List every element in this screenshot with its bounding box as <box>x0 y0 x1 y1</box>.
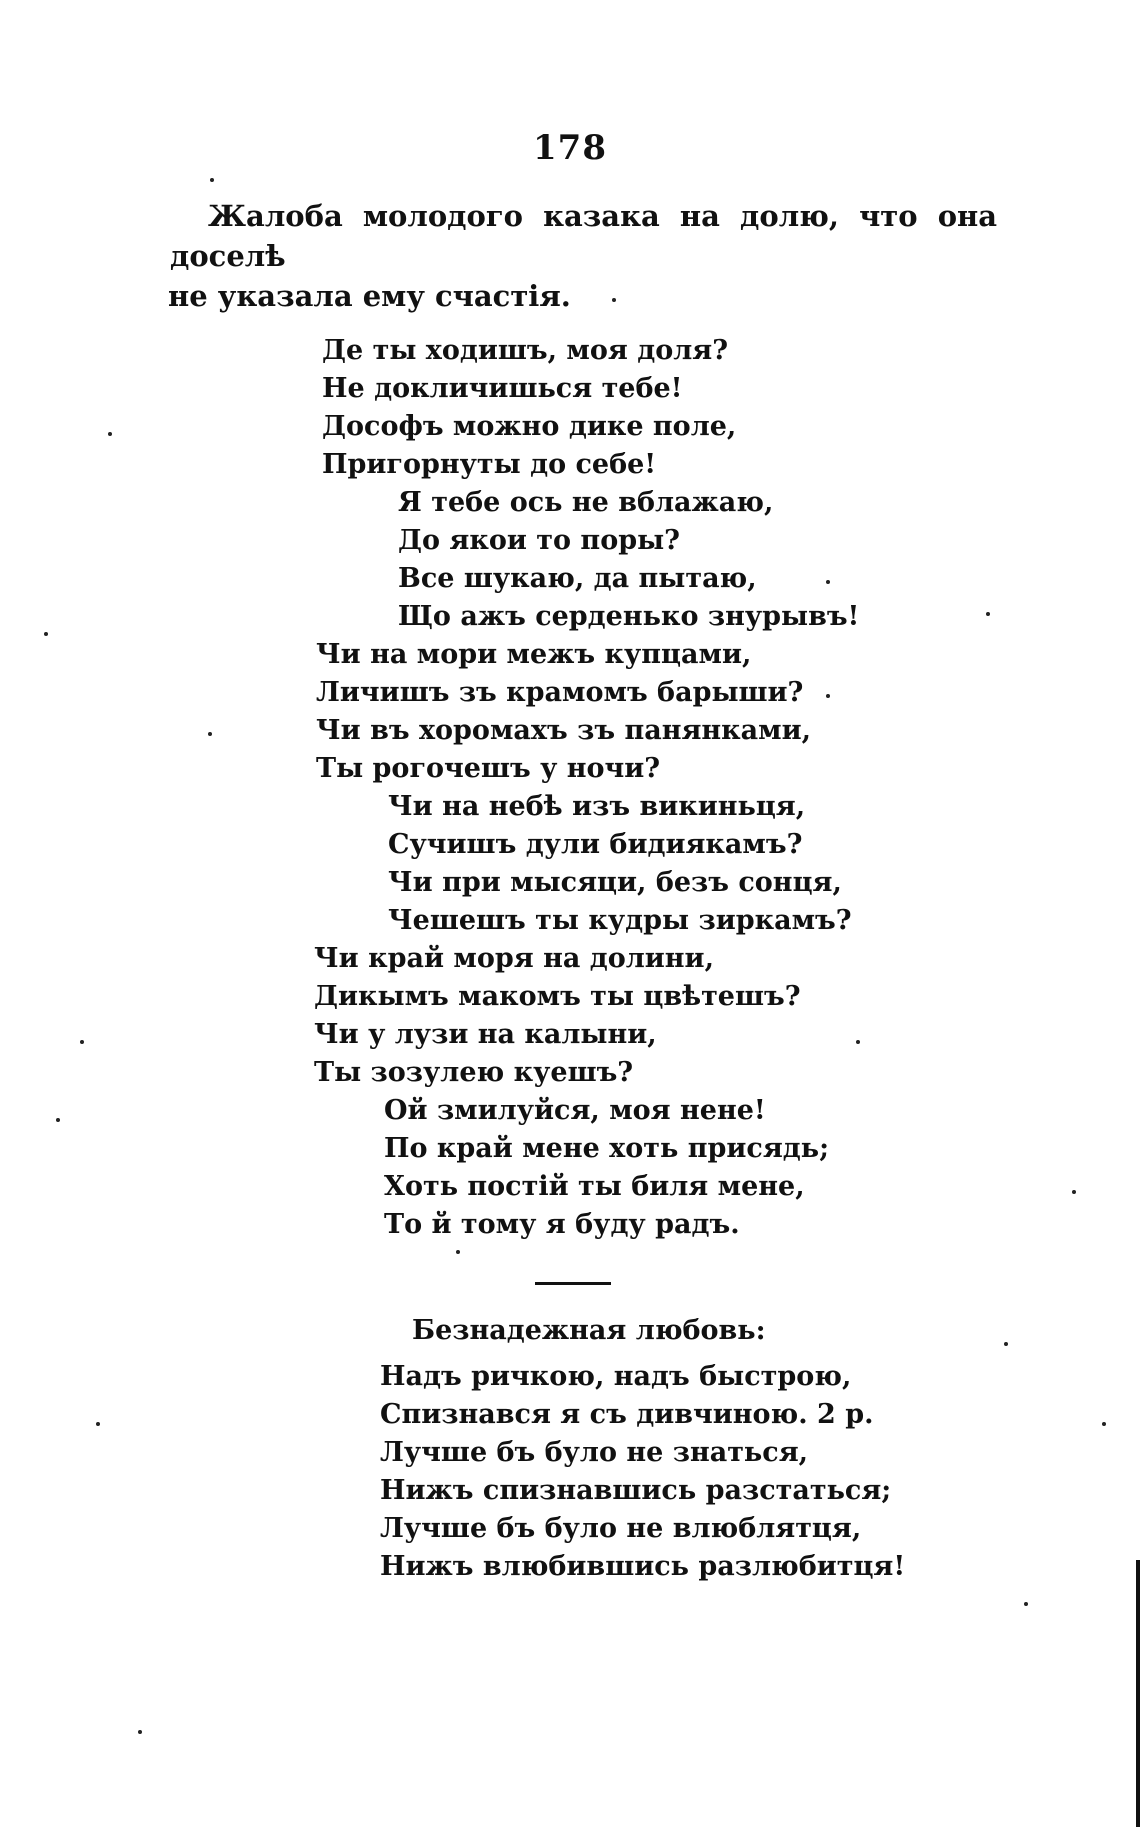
poem-line: Сучишъ дули бидиякамъ? <box>388 829 803 860</box>
song-line: Нижъ влюбившись разлюбитця! <box>380 1551 906 1582</box>
scan-speck <box>80 1040 84 1044</box>
song-line: Лучше бъ було не знаться, <box>380 1437 809 1468</box>
scan-speck <box>826 694 830 698</box>
poem-line: Все шукаю, да пытаю, <box>398 563 757 594</box>
poem-line: Чи въ хоромахъ зъ панянками, <box>316 715 812 746</box>
poem-line: Ты рогочешъ у ночи? <box>316 753 661 784</box>
poem-line: Чешешъ ты кудры зиркамъ? <box>388 905 852 936</box>
poem-line: Хоть постій ты биля мене, <box>384 1171 805 1202</box>
poem-line: Пригорнуты до себе! <box>322 449 657 480</box>
poem-line: Чи у лузи на калыни, <box>314 1019 657 1050</box>
poem-line: Не докличишься тебе! <box>322 373 683 404</box>
scan-speck <box>826 580 830 584</box>
poem-line: Чи на мори межъ купцами, <box>316 639 752 670</box>
poem-line: Чи край моря на долини, <box>314 943 714 974</box>
scan-speck <box>208 732 212 736</box>
poem-line: Ой змилуйся, моя нене! <box>384 1095 766 1126</box>
scan-speck <box>986 612 990 616</box>
poem-line: До якои то поры? <box>398 525 680 556</box>
scan-speck <box>44 632 48 636</box>
poem-line: То й тому я буду радъ. <box>384 1209 740 1240</box>
scan-speck <box>456 1250 460 1254</box>
heading-line-1: Жалоба молодого казака на долю, что она доселѣ <box>170 199 998 273</box>
poem-line: По край мене хоть присядь; <box>384 1133 830 1164</box>
poem-line: Дикымъ макомъ ты цвѣтешъ? <box>314 981 801 1012</box>
song-line: Спизнався я съ дивчиною. 2 р. <box>380 1399 874 1430</box>
poem-line: Ты зозулею куешъ? <box>314 1057 634 1088</box>
page-number: 178 <box>533 128 607 168</box>
song-line: Лучше бъ було не влюблятця, <box>380 1513 862 1544</box>
scan-speck <box>108 432 112 436</box>
song-line: Надъ ричкою, надъ быстрою, <box>380 1361 852 1392</box>
poem-line: Личишъ зъ крамомъ барыши? <box>316 677 804 708</box>
song-line: Нижъ спизнавшись разстаться; <box>380 1475 892 1506</box>
scan-speck <box>856 1040 860 1044</box>
poem-line: Де ты ходишъ, моя доля? <box>322 335 729 366</box>
poem-line: Що ажъ серденько знурывъ! <box>398 601 860 632</box>
poem-heading <box>170 196 1050 316</box>
scan-speck <box>1004 1342 1008 1346</box>
scan-speck <box>96 1422 100 1426</box>
section-divider <box>535 1282 611 1285</box>
poem-line: Дософъ можно дике поле, <box>322 411 737 442</box>
scan-speck <box>1102 1422 1106 1426</box>
scan-speck <box>1072 1190 1076 1194</box>
scan-speck <box>210 178 214 182</box>
heading-line-2: не указала ему счастія. <box>168 279 571 313</box>
scan-speck <box>138 1730 142 1734</box>
scan-speck <box>612 298 616 302</box>
scan-speck <box>1024 1602 1028 1606</box>
scan-edge-rule <box>1136 1560 1140 1827</box>
poem-line: Чи при мысяци, безъ сонця, <box>388 867 842 898</box>
poem-line: Я тебе ось не вблажаю, <box>398 487 774 518</box>
poem-line: Чи на небѣ изъ викиньця, <box>388 791 806 822</box>
scan-speck <box>56 1118 60 1122</box>
song-title: Безнадежная любовь: <box>412 1315 766 1346</box>
